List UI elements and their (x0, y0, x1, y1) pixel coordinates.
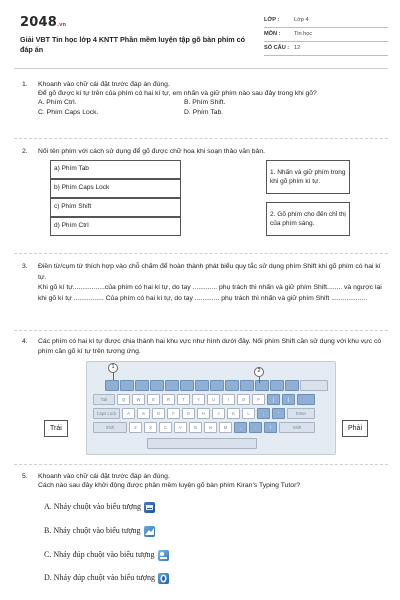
info-row-grade (264, 14, 388, 28)
option-d[interactable] (44, 573, 169, 584)
kiran-icon-b (144, 526, 155, 537)
key: H (197, 408, 210, 419)
key: W (132, 394, 145, 405)
question-2 (22, 147, 382, 156)
key-space (147, 438, 257, 449)
option-a[interactable]: A. Phím Ctrl. (38, 99, 77, 107)
match-right-2[interactable]: 2. Gõ phím cho đến chỉ thị của phím sáng. (266, 202, 350, 236)
option-label: A. Nháy chuột vào biểu tượng (44, 502, 141, 512)
option-label: D. Nháy đúp chuột vào biểu tượng (44, 573, 155, 583)
option-c[interactable] (44, 550, 169, 561)
key: A (122, 408, 135, 419)
key: O (237, 394, 250, 405)
info-value: Lớp 4 (294, 16, 309, 23)
info-row-subject (264, 28, 388, 42)
kiran-icon-d (158, 573, 169, 584)
question-number: 5. (22, 473, 28, 480)
info-key: SỐ CÂU : (264, 44, 290, 51)
question-text: Khoanh vào chữ cái đặt trước đáp án đúng. (38, 81, 170, 88)
key: M (219, 422, 232, 433)
question-4 (22, 337, 382, 357)
key-backspace (300, 380, 328, 391)
question-text: Điền từ/cụm từ thích hợp vào chỗ chấm để hoàn thành phát biểu quy tắc sử dụng phím Shift khi gõ phím có hai kí tự. (38, 263, 381, 281)
key: N (204, 422, 217, 433)
key-tab: Tab (93, 394, 115, 405)
question-number: 3. (22, 263, 28, 270)
key: K (227, 408, 240, 419)
key: I (222, 394, 235, 405)
key-shift-right: Shift (279, 422, 315, 433)
marker-line (113, 373, 114, 380)
document-title: Giải VBT Tin học lớp 4 KNTT Phần mềm luyện tập gõ bàn phím có đáp án (20, 35, 246, 54)
key: C (159, 422, 172, 433)
key (297, 394, 315, 405)
info-panel (264, 14, 388, 56)
question-number: 4. (22, 338, 28, 345)
key: B (189, 422, 202, 433)
key: , (234, 422, 247, 433)
key: [ (267, 394, 280, 405)
info-key: MÔN : (264, 30, 281, 37)
key: . (249, 422, 262, 433)
question-1 (22, 80, 382, 117)
logo-text: 2048 (20, 15, 57, 30)
marker-line (259, 377, 260, 383)
option-label: B. Nháy chuột vào biểu tượng (44, 526, 141, 536)
question-divider (14, 138, 388, 139)
question-number: 2. (22, 148, 28, 155)
question-divider (14, 330, 388, 331)
kiran-icon-a (144, 502, 155, 513)
site-logo[interactable] (20, 14, 66, 32)
key-enter: Enter (287, 408, 315, 419)
key (270, 380, 284, 391)
key-caps-lock: Caps Lock (93, 408, 120, 419)
key: J (212, 408, 225, 419)
key (255, 380, 269, 391)
question-divider (14, 253, 388, 254)
option-label: C. Nháy đúp chuột vào biểu tượng (44, 550, 155, 560)
match-left-a[interactable]: a) Phím Tab (50, 160, 181, 179)
key (195, 380, 209, 391)
answer-options (38, 98, 382, 116)
question-5 (22, 472, 382, 490)
option-d[interactable]: D. Phím Tab. (184, 108, 224, 116)
key (240, 380, 254, 391)
key: ; (257, 408, 270, 419)
kiran-icon-c (158, 550, 169, 561)
key (225, 380, 239, 391)
key: D (152, 408, 165, 419)
key: F (167, 408, 180, 419)
key: ' (272, 408, 285, 419)
key: S (137, 408, 150, 419)
info-value: Tin học (294, 30, 313, 37)
key: G (182, 408, 195, 419)
key (135, 380, 149, 391)
key: X (144, 422, 157, 433)
question-subtext: Để gõ được kí tự trên của phím có hai kí tự, em nhấn và giữ phím nào sau đây trong khi gõ? (38, 90, 317, 98)
question-3 (22, 262, 382, 304)
match-left-d[interactable]: d) Phím Ctrl (50, 217, 181, 236)
region-marker-1: 1 (108, 363, 118, 373)
match-left-b[interactable]: b) Phím Caps Lock (50, 179, 181, 198)
option-b[interactable]: B. Phím Shift. (184, 99, 226, 107)
question-text: Khoanh vào chữ cái đặt trước đáp án đúng. (38, 473, 170, 480)
match-left-c[interactable]: c) Phím Shift (50, 198, 181, 217)
question-text: Các phím có hai kí tự được chia thành hai khu vực như hình dưới đây. Nối phím Shift cần sử dụng với khu vực có phím cần gõ kí tự trên tương ứng. (38, 338, 382, 356)
key (150, 380, 164, 391)
key: P (252, 394, 265, 405)
key (180, 380, 194, 391)
key: T (177, 394, 190, 405)
keyboard-diagram (86, 361, 336, 455)
question-number: 1. (22, 81, 28, 88)
key: L (242, 408, 255, 419)
logo-suffix: .vn (56, 22, 67, 28)
page-header (14, 10, 388, 60)
info-row-count (264, 42, 388, 56)
key: U (207, 394, 220, 405)
fill-in-text[interactable]: Khi gõ kí tự.................của phím có hai kí tự, do tay ............. phụ trách thì nhấn và giữ phím Shift........ và ngược lại khi gõ kí tự ................ Của phím có hai kí tự, do tay ............. phụ trách thì nhấn và giữ phím Shift ................... (38, 284, 382, 302)
key (285, 380, 299, 391)
question-text: Nối tên phím với cách sử dụng để gõ được chữ hoa khi soạn thảo văn bản. (38, 148, 265, 155)
key (120, 380, 134, 391)
header-divider (14, 68, 388, 69)
info-value: 12 (294, 44, 301, 51)
option-b[interactable] (44, 526, 155, 537)
key-shift-left: Shift (93, 422, 127, 433)
option-c[interactable]: C. Phím Caps Lock. (38, 108, 99, 116)
key: E (147, 394, 160, 405)
question-subtext: Cách nào sau đây khởi động được phần mềm luyện gõ bàn phím Kiran's Typing Tutor? (38, 482, 301, 490)
key: Y (192, 394, 205, 405)
key (105, 380, 119, 391)
key: V (174, 422, 187, 433)
key: / (264, 422, 277, 433)
question-divider (14, 464, 388, 465)
match-right-1[interactable]: 1. Nhấn và giữ phím trong khi gõ phím kí tự. (266, 160, 350, 194)
key: Z (129, 422, 142, 433)
right-shift-label-box[interactable]: Phải (342, 420, 368, 437)
key (210, 380, 224, 391)
key: R (162, 394, 175, 405)
key (165, 380, 179, 391)
left-shift-label-box[interactable]: Trái (44, 420, 68, 437)
option-a[interactable] (44, 502, 155, 513)
key: ] (282, 394, 295, 405)
key: Q (117, 394, 130, 405)
region-marker-2: 2 (254, 367, 264, 377)
info-key: LỚP : (264, 16, 280, 23)
